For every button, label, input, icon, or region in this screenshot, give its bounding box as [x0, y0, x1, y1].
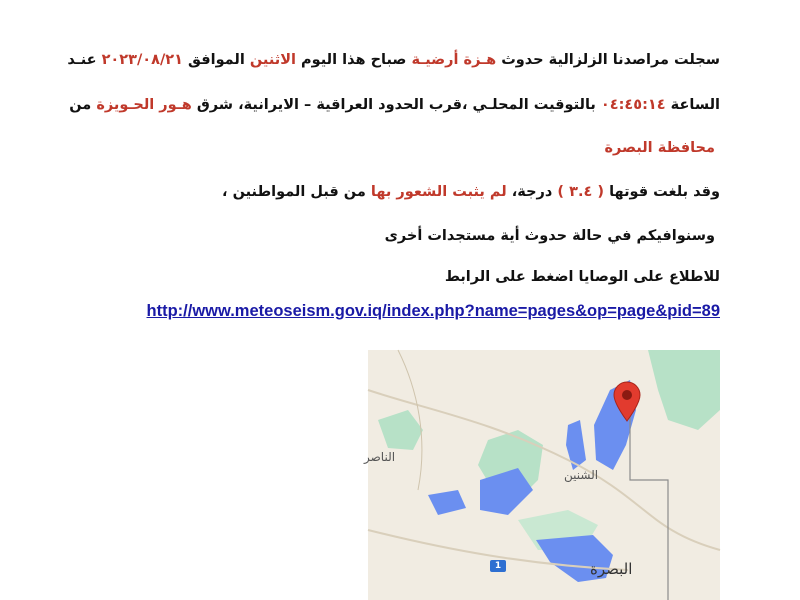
text-from: من: [69, 97, 92, 113]
map-label-basra: البصرة: [590, 560, 633, 578]
text-basra-governorate: محافظة البصرة: [604, 140, 715, 156]
map-pin-icon[interactable]: [612, 380, 642, 422]
announcement-line-6: للاطلاع على الوصايا اضغط على الرابط: [444, 269, 720, 285]
announcement-line-3: [604, 138, 715, 158]
announcement-line-5: وسنوافيكم في حالة حدوث أية مستجدات أخرى: [384, 228, 715, 244]
location-map[interactable]: [364, 350, 720, 600]
announcement-line-2: [69, 95, 720, 115]
route-shield: 1: [490, 560, 506, 572]
map-label-shinin: الشنين: [564, 468, 599, 482]
text-magnitude-reached: وقد بلغت قوتها: [609, 184, 720, 200]
announcement-line-1: [67, 50, 720, 70]
text-by-citizens: من قبل المواطنين ،: [222, 184, 366, 200]
text-at: عنـد: [67, 52, 97, 68]
text-date: ٢٠٢٣/٠٨/٢١: [101, 52, 183, 68]
announcement-line-4: [222, 182, 720, 202]
recommendations-link[interactable]: http://www.meteoseism.gov.iq/index.php?name=pages&op=page&pid=89: [146, 302, 720, 320]
text-day: الاثنين: [249, 52, 296, 68]
text-not-felt: لم يثبت الشعور بها: [370, 184, 507, 200]
text-earthquake: هـزة أرضيـة: [411, 52, 497, 68]
text-local-time: بالتوقيت المحلـي ،قرب الحدود العراقية – الايرانية، شرق: [196, 97, 596, 113]
text-time: ٠٤:٤٥:١٤: [600, 97, 666, 113]
text-this-morning: صباح هذا اليوم: [301, 52, 407, 68]
map-canvas: [368, 350, 720, 600]
text-hour: الساعة: [670, 97, 720, 113]
map-label-nasiriyah: الناصر: [364, 450, 396, 464]
text-hawizeh-marsh: هـور الحـويزة: [96, 97, 192, 113]
text-degree: درجة،: [511, 184, 553, 200]
text-corresponding: الموافق: [188, 52, 245, 68]
text-magnitude: ( ٣.٤ ): [557, 184, 604, 200]
text-recorded: سجلت مراصدنا الزلزالية حدوث: [501, 52, 720, 68]
